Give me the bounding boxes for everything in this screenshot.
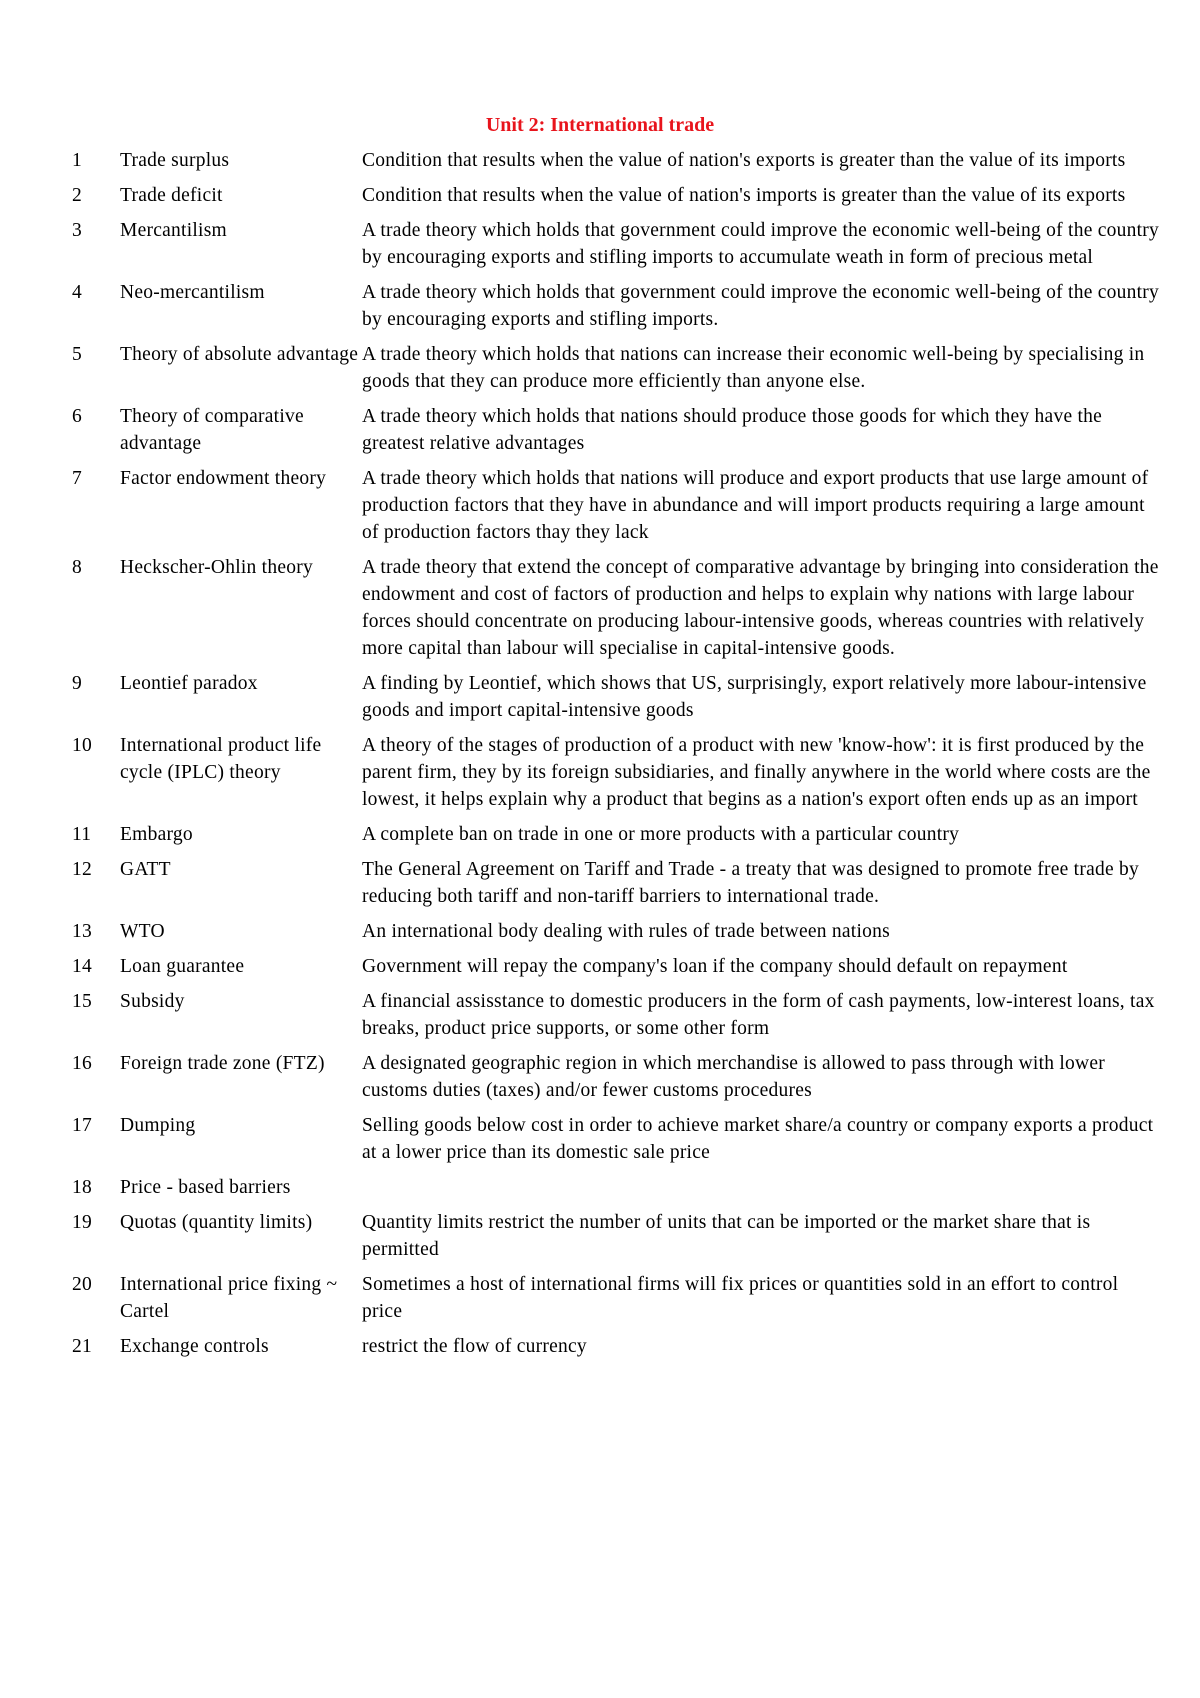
glossary-row xyxy=(72,1333,1162,1368)
entry-definition: An international body dealing with rules of trade between nations xyxy=(362,921,890,942)
entry-definition: A trade theory which holds that nations should produce those goods for which they have the greatest relative advantages xyxy=(362,406,1103,454)
entry-number: 6 xyxy=(72,406,82,427)
entry-definition: A trade theory which holds that nations will produce and export products that use large amount of production factors that they have in abundance and will import products requiring a large amount of production factors thay they lack xyxy=(362,468,1149,543)
entry-definition: Quantity limits restrict the number of units that can be imported or the market share that is permitted xyxy=(362,1212,1091,1260)
entry-definition: A trade theory that extend the concept of comparative advantage by bringing into consideration the endowment and cost of factors of production and helps to explain why nations with large labour forces should concentrate on producing labour-intensive goods, whereas countries with relatively more capital than labour will specialise in capital-intensive goods. xyxy=(362,557,1159,659)
glossary-row xyxy=(72,953,1162,988)
entry-number: 10 xyxy=(72,735,92,756)
entry-number: 8 xyxy=(72,557,82,578)
entry-term: Price - based barriers xyxy=(120,1177,291,1198)
entry-number: 1 xyxy=(72,150,82,171)
entry-term: Dumping xyxy=(120,1115,196,1136)
entry-term: Neo-mercantilism xyxy=(120,282,265,303)
entry-term: Subsidy xyxy=(120,991,185,1012)
glossary-row xyxy=(72,217,1162,279)
glossary-row xyxy=(72,856,1162,918)
entry-number: 2 xyxy=(72,185,82,206)
entry-number: 14 xyxy=(72,956,92,977)
glossary-row xyxy=(72,554,1162,670)
entry-term: Embargo xyxy=(120,824,193,845)
glossary-row xyxy=(72,918,1162,953)
glossary-row xyxy=(72,732,1162,821)
glossary-table xyxy=(72,147,1162,1368)
entry-term: Loan guarantee xyxy=(120,956,245,977)
entry-number: 9 xyxy=(72,673,82,694)
entry-number: 12 xyxy=(72,859,92,880)
entry-term: Leontief paradox xyxy=(120,673,258,694)
entry-number: 21 xyxy=(72,1336,92,1357)
entry-number: 20 xyxy=(72,1274,92,1295)
entry-term: Trade deficit xyxy=(120,185,223,206)
glossary-row xyxy=(72,1050,1162,1112)
entry-definition xyxy=(362,1174,1162,1209)
glossary-row xyxy=(72,465,1162,554)
entry-number: 4 xyxy=(72,282,82,303)
glossary-row xyxy=(72,670,1162,732)
entry-term: Trade surplus xyxy=(120,150,230,171)
glossary-row xyxy=(72,147,1162,182)
glossary-row xyxy=(72,403,1162,465)
entry-number: 11 xyxy=(72,824,92,845)
entry-number: 3 xyxy=(72,220,82,241)
entry-definition: A trade theory which holds that nations can increase their economic well-being by specialising in goods that they can produce more efficiently than anyone else. xyxy=(362,344,1145,392)
entry-definition: A theory of the stages of production of a product with new 'know-how': it is first produced by the parent firm, they by its foreign subsidiaries, and finally anywhere in the world where costs are the lowest, it helps explain why a product that begins as a nation's export often ends up as an import xyxy=(362,735,1151,810)
entry-term: International product life cycle (IPLC) theory xyxy=(120,735,322,783)
entry-definition: Condition that results when the value of nation's imports is greater than the value of its exports xyxy=(362,185,1126,206)
entry-definition: The General Agreement on Tariff and Trade - a treaty that was designed to promote free trade by reducing both tariff and non-tariff barriers to international trade. xyxy=(362,859,1140,907)
entry-term: Mercantilism xyxy=(120,220,227,241)
entry-definition: A finding by Leontief, which shows that US, surprisingly, export relatively more labour-intensive goods and import capital-intensive goods xyxy=(362,673,1147,721)
entry-number: 18 xyxy=(72,1177,92,1198)
entry-definition: Selling goods below cost in order to achieve market share/a country or company exports a product at a lower price than its domestic sale price xyxy=(362,1115,1154,1163)
entry-number: 19 xyxy=(72,1212,92,1233)
entry-term: International price fixing ~ Cartel xyxy=(120,1274,338,1322)
glossary-row xyxy=(72,1112,1162,1174)
entry-definition: A financial assisstance to domestic producers in the form of cash payments, low-interest loans, tax breaks, product price supports, or some other form xyxy=(362,991,1155,1039)
entry-definition: Condition that results when the value of nation's exports is greater than the value of its imports xyxy=(362,150,1126,171)
entry-term: Foreign trade zone (FTZ) xyxy=(120,1053,325,1074)
page-title: Unit 2: International trade xyxy=(485,114,715,136)
entry-term: Quotas (quantity limits) xyxy=(120,1212,313,1233)
entry-term: Factor endowment theory xyxy=(120,468,327,489)
entry-definition: A complete ban on trade in one or more products with a particular country xyxy=(362,824,960,845)
glossary-row xyxy=(72,821,1162,856)
glossary-row xyxy=(72,1271,1162,1333)
entry-definition: restrict the flow of currency xyxy=(362,1336,587,1357)
entry-definition: Government will repay the company's loan if the company should default on repayment xyxy=(362,956,1068,977)
glossary-row xyxy=(72,341,1162,403)
entry-term: GATT xyxy=(120,859,171,880)
entry-term: Exchange controls xyxy=(120,1336,269,1357)
entry-term: Theory of absolute advantage xyxy=(120,344,359,365)
entry-term: WTO xyxy=(120,921,165,942)
entry-number: 13 xyxy=(72,921,92,942)
glossary-row xyxy=(72,279,1162,341)
glossary-row xyxy=(72,988,1162,1050)
entry-number: 17 xyxy=(72,1115,92,1136)
glossary-body xyxy=(72,147,1162,1368)
entry-number: 7 xyxy=(72,468,82,489)
glossary-row xyxy=(72,1209,1162,1271)
entry-number: 15 xyxy=(72,991,92,1012)
entry-definition: A trade theory which holds that government could improve the economic well-being of the country by encouraging exports and stifling imports. xyxy=(362,282,1160,330)
entry-number: 16 xyxy=(72,1053,92,1074)
entry-definition: A designated geographic region in which merchandise is allowed to pass through with lower customs duties (taxes) and/or fewer customs procedures xyxy=(362,1053,1106,1101)
entry-term: Heckscher-Ohlin theory xyxy=(120,557,313,578)
glossary-row xyxy=(72,182,1162,217)
entry-definition: A trade theory which holds that government could improve the economic well-being of the country by encouraging exports and stifling imports to accumulate weath in form of precious metal xyxy=(362,220,1160,268)
glossary-row xyxy=(72,1174,1162,1209)
entry-number: 5 xyxy=(72,344,82,365)
entry-term: Theory of comparative advantage xyxy=(120,406,304,454)
entry-definition: Sometimes a host of international firms will fix prices or quantities sold in an effort to control price xyxy=(362,1274,1119,1322)
